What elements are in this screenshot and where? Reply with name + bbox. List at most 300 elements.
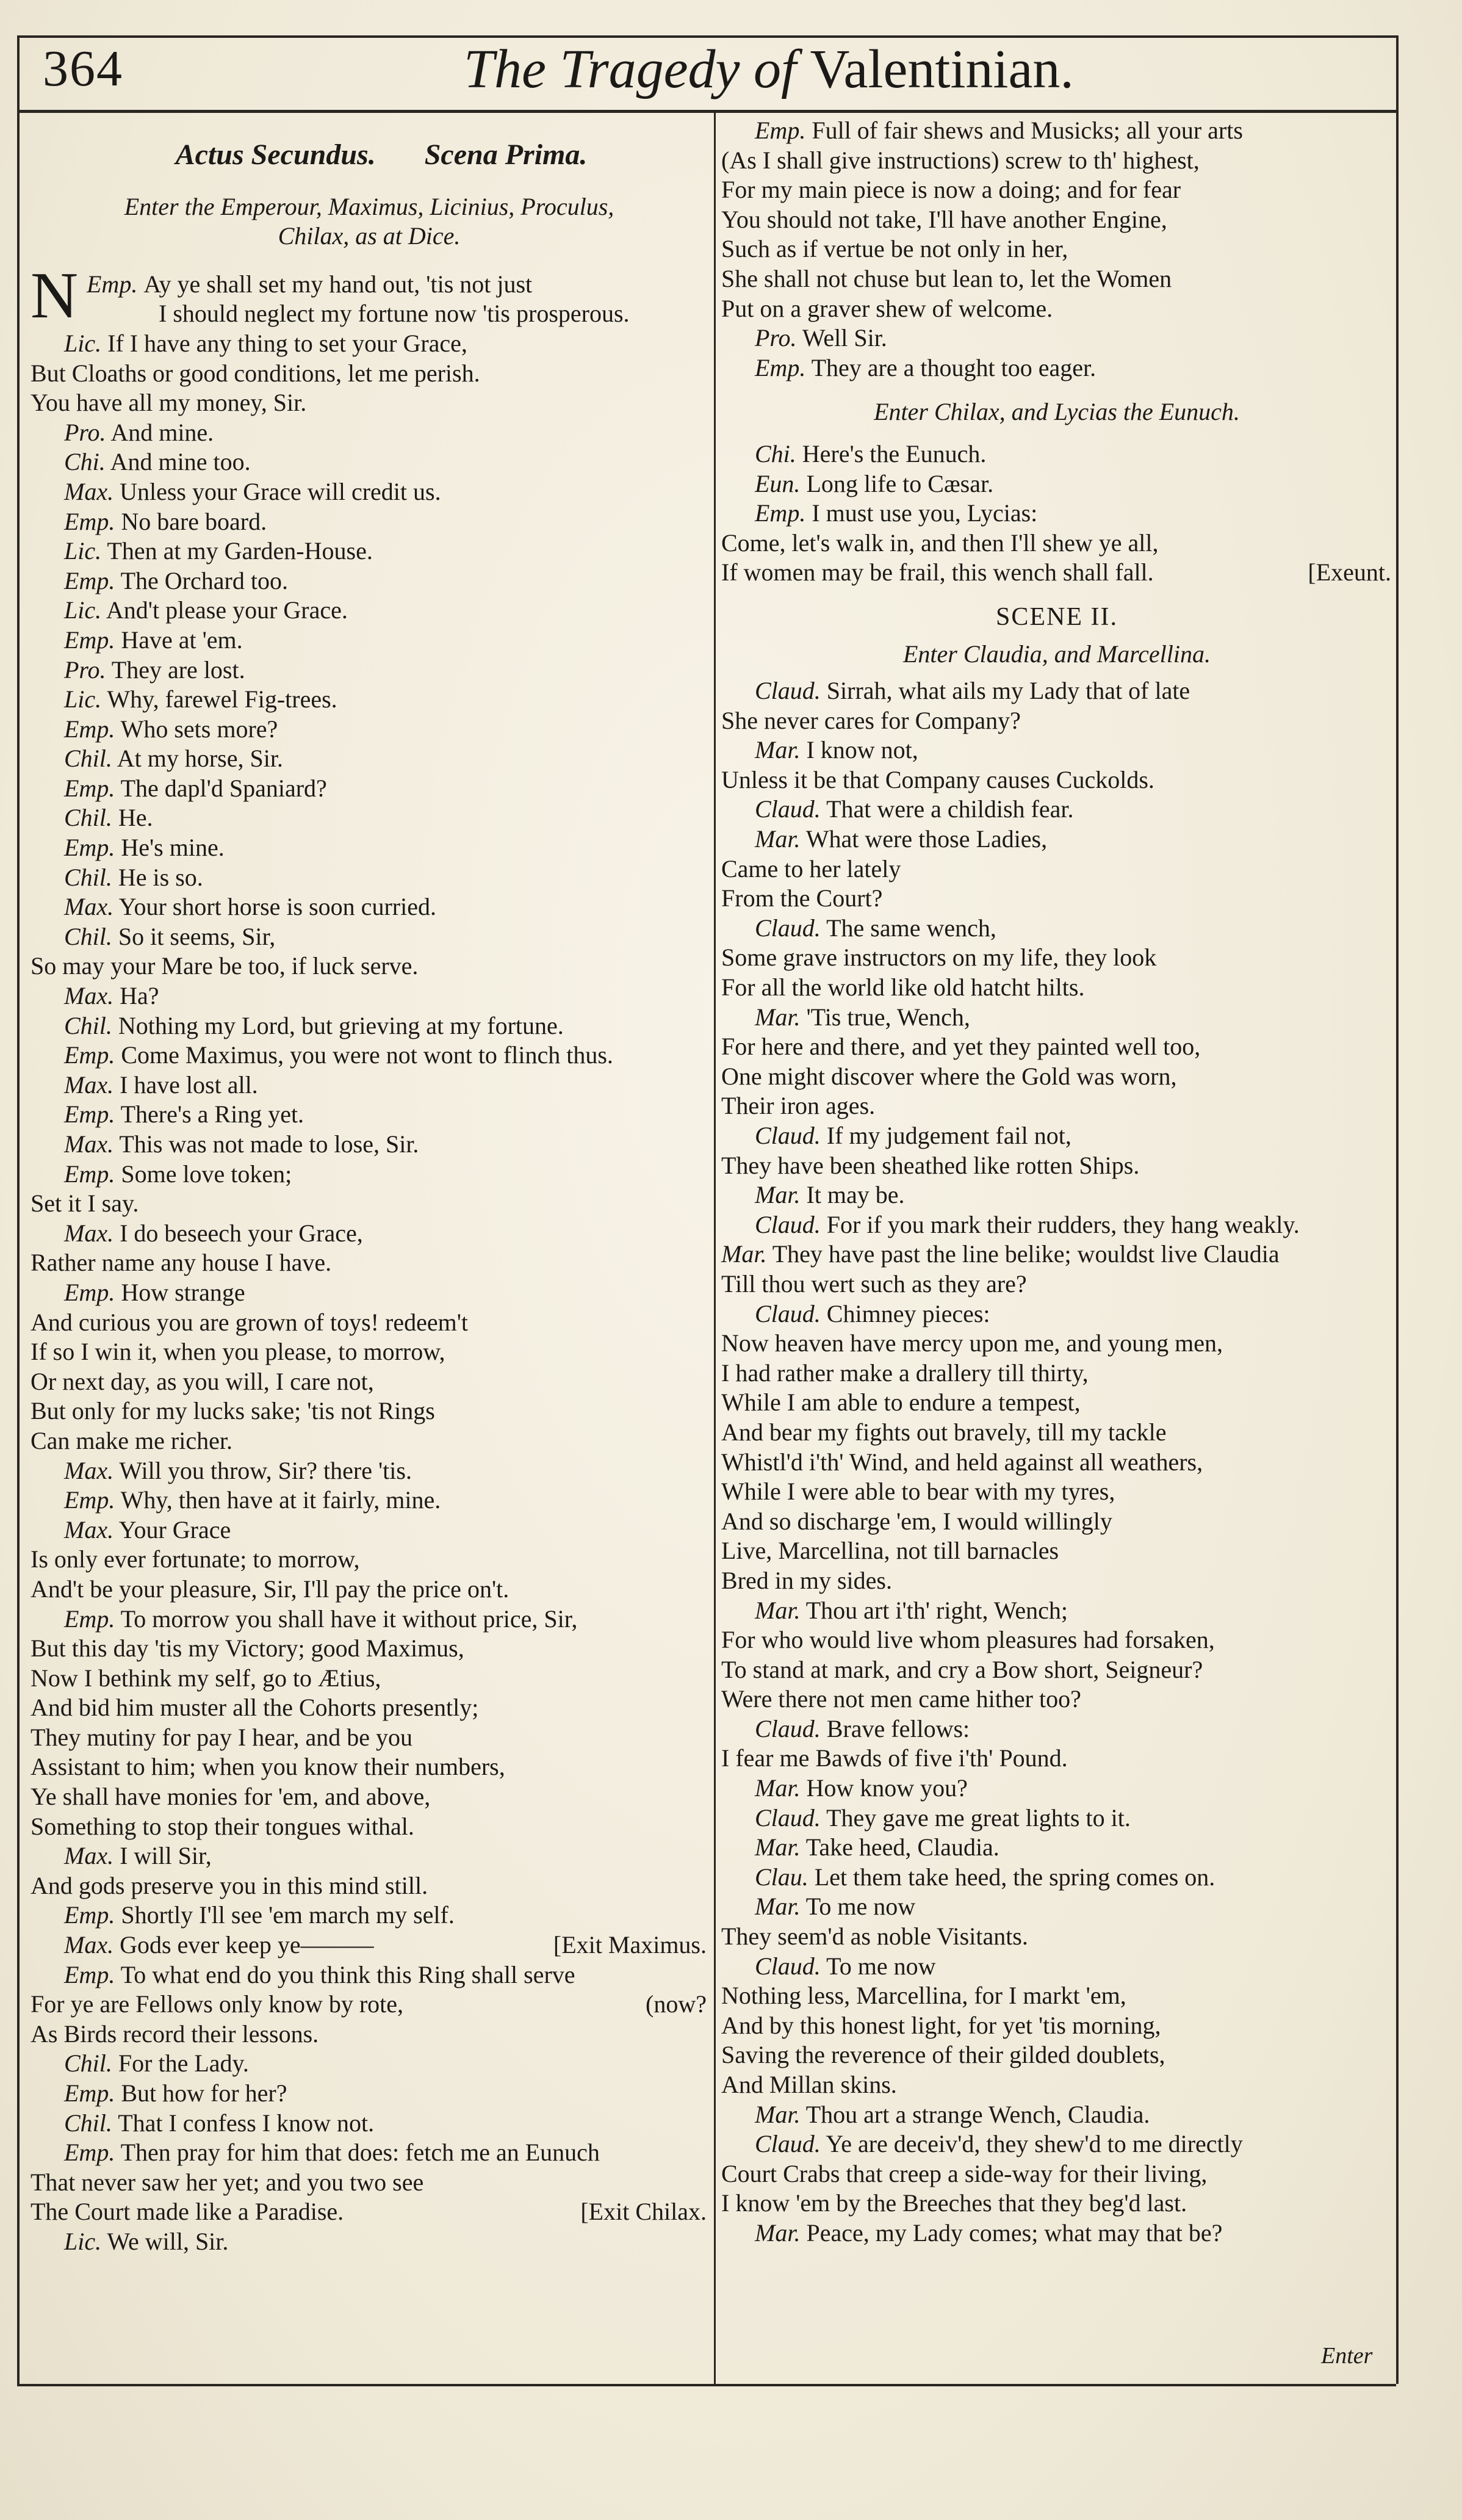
speaker-name: Lic. [64,685,102,713]
line-text: Full of fair shews and Musicks; all your arts [812,117,1243,144]
speech-line [721,765,1392,795]
speech-line [721,499,1392,529]
speech-line [31,418,708,448]
speaker-name: Mar. [755,1833,801,1861]
speech-line [721,146,1392,176]
line-text: Let them take heed, the spring comes on. [814,1863,1215,1891]
speech-line [721,2159,1392,2189]
line-text: The Court made like a Paradise. [31,2198,344,2226]
speech-line [31,833,708,863]
drop-cap: N [31,259,78,332]
speaker-name: Emp. [755,117,806,144]
speech-line [721,1952,1392,1982]
speech-line [31,1782,708,1812]
line-text: I fear me Bawds of five i'th' Pound. [721,1744,1068,1772]
speaker-name: Claud. [755,2130,821,2158]
line-text: Peace, my Lady comes; what may that be? [806,2219,1223,2247]
speaker-name: Emp. [87,270,138,298]
speaker-name: Max. [64,1842,114,1870]
right-speech-lines-a [721,116,1392,383]
line-text: Sirrah, what ails my Lady that of late [826,677,1190,705]
line-text: No bare board. [121,507,267,535]
speaker-name: Emp. [755,353,806,381]
line-text: Such as if vertue be not only in her, [721,235,1068,263]
speech-line [31,744,708,774]
speech-line [721,1833,1392,1863]
speech-line [31,1219,708,1249]
speaker-name: Emp. [64,1605,115,1633]
running-title-prefix: The Tragedy of [464,39,797,99]
line-text: I know not, [806,736,918,764]
speech-line [721,1121,1392,1151]
speaker-name: Mar. [755,736,801,764]
speech-line [721,1507,1392,1537]
line-text: And't please your Grace. [106,596,348,624]
speaker-name: Mar. [755,1181,801,1209]
line-text: Or next day, as you will, I care not, [31,1367,374,1395]
speech-line [31,1545,708,1575]
speaker-name: Emp. [64,566,115,594]
line-text: She never cares for Company? [721,706,1021,734]
line-text: To me now [805,1893,916,1921]
speech-line [31,2197,708,2227]
line-text: So may your Mare be too, if luck serve. [31,952,419,980]
speaker-name: Mar. [755,1893,801,1921]
line-text: Their iron ages. [721,1092,876,1120]
left-speech-lines [31,329,708,2257]
speech-line [31,1990,708,2020]
line-text: They gave me great lights to it. [826,1803,1131,1832]
speech-line [31,1130,708,1160]
speech-line [721,1299,1392,1329]
line-text: She shall not chuse but lean to, let the Women [721,264,1172,292]
speech-line [721,914,1392,944]
line-text: And bid him muster all the Cohorts presently; [31,1694,479,1722]
speech-line [721,1863,1392,1893]
line-text: They seem'd as noble Visitants. [721,1922,1028,1951]
speech-line [31,2109,708,2139]
line-text: That never saw her yet; and you two see [31,2168,424,2196]
line-text: The dapl'd Spaniard? [120,774,327,802]
speech-line [721,234,1392,264]
speech-line [721,1803,1392,1833]
line-text: (As I shall give instructions) screw to th' highest, [721,146,1200,174]
line-text: Unless your Grace will credit us. [120,477,441,505]
speech-line [721,1032,1392,1062]
speech-line [721,1714,1392,1744]
speaker-name: Mar. [755,1596,801,1624]
speech-line [721,116,1392,146]
speech-line [721,558,1392,588]
speech-line [31,626,708,655]
speech-line [31,1664,708,1694]
speaker-name: Claud. [755,914,821,942]
speech-line [721,2011,1392,2041]
speech-line [721,795,1392,825]
speaker-name: Emp. [64,1160,115,1188]
speech-line [31,863,708,893]
line-text: And mine. [110,418,214,446]
speech-line [31,1841,708,1871]
line-text: So it seems, Sir, [118,922,276,950]
line-text: They are lost. [111,655,245,684]
speech-line [721,2040,1392,2070]
line-text: Who sets more? [120,715,278,743]
speech-line [721,469,1392,499]
line-text: They have been sheathed like rotten Ships. [721,1151,1140,1179]
speaker-name: Mar. [755,2219,801,2247]
line-text: He is so. [118,863,203,891]
line-text: Ye are deceiv'd, they shew'd to me directly [826,2130,1243,2158]
speaker-name: Pro. [64,655,106,684]
speaker-name: Max. [64,893,114,921]
speech-line [31,1367,708,1397]
line-text: And by this honest light, for yet 'tis morning, [721,2011,1161,2039]
line-text: That were a childish fear. [826,795,1074,823]
speech-line [721,2100,1392,2130]
line-text: Put on a graver shew of welcome. [721,294,1053,322]
line-text: If my judgement fail not, [826,1122,1071,1149]
speech-line [31,1041,708,1070]
speech-line [31,1723,708,1753]
line-text: And Millan skins. [721,2071,897,2098]
speech-line [721,529,1392,558]
speaker-name: Claud. [755,1122,821,1149]
speaker-name: Emp. [64,715,115,743]
speaker-name: Emp. [64,834,115,862]
speaker-name: Emp. [64,2139,115,2167]
speech-line [721,1269,1392,1299]
line-text: Thou art i'th' right, Wench; [805,1596,1068,1624]
speech-line [721,294,1392,324]
speech-line [721,854,1392,884]
line-text: Then pray for him that does: fetch me an Eunuch [120,2139,600,2167]
line-text: You should not take, I'll have another Engine, [721,205,1167,233]
line-text: And curious you are grown of toys! redeem't [31,1308,469,1336]
line-text: Why, then have at it fairly, mine. [120,1486,441,1514]
line-text: There's a Ring yet. [120,1100,304,1128]
speaker-name: Emp. [64,1278,115,1306]
right-aligned-note: [Exit Chilax. [580,2198,707,2226]
line-text: You have all my money, Sir. [31,389,307,417]
line-text: Then at my Garden-House. [107,537,373,565]
line-text: Nothing less, Marcellina, for I markt 'em, [721,1982,1126,2010]
line-text: Come, let's walk in, and then I'll shew ye all, [721,529,1159,557]
header-rule [17,110,1396,113]
act-heading [31,140,708,170]
speaker-name: Lic. [64,596,102,624]
line-text: Something to stop their tongues withal. [31,1812,414,1840]
line-text: Set it I say. [31,1190,139,1218]
speaker-name: Emp. [64,774,115,802]
speaker-name: Emp. [64,1486,115,1514]
speaker-name: Eun. [755,469,801,497]
line-text: And mine too. [110,448,251,476]
speech-line [721,1003,1392,1033]
line-text: If so I win it, when you please, to morrow, [31,1338,445,1366]
line-text: I must use you, Lycias: [812,499,1038,527]
line-text: For my main piece is now a doing; and for fear [721,176,1181,204]
line-text: Now I bethink my self, go to Ætius, [31,1664,381,1692]
line-text: But this day 'tis my Victory; good Maximus, [31,1634,464,1663]
line-text: And so discharge 'em, I would willingly [721,1507,1112,1535]
speech-line [31,1011,708,1041]
line-text: Unless it be that Company causes Cuckolds. [721,765,1154,793]
running-title [464,38,1074,101]
line-text: But only for my lucks sake; 'tis not Rings [31,1397,435,1425]
line-text: That I confess I know not. [118,2109,375,2137]
speaker-name: Max. [64,1515,114,1543]
line-text: Take heed, Claudia. [805,1833,999,1861]
speaker-name: Emp. [64,1041,115,1069]
speaker-name: Chi. [64,448,106,476]
scene-title: Scena Prima. [424,139,588,171]
speaker-name: Max. [64,477,114,505]
speech-line [31,1693,708,1723]
speech-line [31,1278,708,1308]
speech-line [31,1456,708,1486]
speaker-name: Max. [64,1456,114,1484]
speech-line [721,1091,1392,1121]
speech-line [31,2020,708,2049]
line-text: If I have any thing to set your Grace, [107,329,467,357]
speech-line [721,825,1392,854]
line-text: Came to her lately [721,854,901,883]
line-text: I should neglect my fortune now 'tis prosperous. [159,300,630,328]
speech-line [721,1240,1392,1269]
line-text: For ye are Fellows only know by rote, [31,1990,404,2018]
speaker-name: Claud. [755,1803,821,1832]
speech-line [31,1515,708,1545]
line-text: He's mine. [121,834,225,862]
speaker-name: Chil. [64,922,112,950]
speech-line [721,943,1392,973]
speech-line [31,299,708,329]
speech-line [31,507,708,537]
line-text: Saving the reverence of their gilded doublets, [721,2041,1165,2069]
line-text: At my horse, Sir. [117,745,283,773]
line-text: Come Maximus, you were not wont to flinch thus. [121,1041,613,1069]
line-text: Were there not men came hither too? [721,1685,1081,1713]
speech-line [721,1566,1392,1596]
line-text: Shortly I'll see 'em march my self. [121,1901,455,1929]
line-text: Till thou wert such as they are? [721,1269,1027,1298]
speaker-name: Lic. [64,2227,102,2255]
line-text: Why, farewel Fig-trees. [107,685,337,713]
right-column [721,116,1392,2248]
speaker-name: Claud. [755,1299,821,1327]
line-text: It may be. [806,1181,905,1209]
speaker-name: Mar. [755,825,801,853]
speech-line [31,1189,708,1219]
speech-line [721,1596,1392,1626]
speech-line [721,353,1392,383]
speech-line [31,922,708,952]
line-text: This was not made to lose, Sir. [119,1130,419,1158]
scene-title: SCENE II. [996,602,1118,631]
speech-line [31,1070,708,1100]
speech-line [721,884,1392,914]
speech-line [721,1418,1392,1448]
line-text: But how for her? [121,2079,287,2107]
stage-direction: Enter Claudia, and Marcellina. [902,640,1211,668]
speech-line [31,803,708,833]
line-text: Some grave instructors on my life, they look [721,944,1157,972]
speech-line [721,1684,1392,1714]
line-text: Here's the Eunuch. [802,439,987,468]
line-text: Your Grace [118,1515,231,1543]
page-number: 364 [43,40,123,97]
speaker-name: Max. [64,1931,114,1959]
line-text: Ay ye shall set my hand out, 'tis not just [143,270,533,298]
line-text: Rather name any house I have. [31,1249,332,1277]
speech-line [31,477,708,507]
right-aligned-note: [Exeunt. [1308,558,1391,587]
speech-line [31,2227,708,2257]
speech-line [31,981,708,1011]
line-text: Your short horse is soon curried. [118,893,436,921]
line-text: How know you? [806,1774,968,1802]
speech-line [721,2189,1392,2219]
speech-line [721,1892,1392,1922]
speech-line [721,205,1392,235]
line-text: Is only ever fortunate; to morrow, [31,1545,360,1573]
line-text: From the Court? [721,884,883,912]
speech-line [721,264,1392,294]
speech-line [31,2168,708,2198]
speech-line [31,388,708,418]
speech-line [721,1981,1392,2011]
speaker-name: Chil. [64,2109,112,2137]
speaker-name: Mar. [755,2100,801,2128]
speaker-name: Max. [64,1070,114,1099]
line-text: Court Crabs that creep a side-way for their living, [721,2159,1208,2187]
speech-line [31,1337,708,1367]
speaker-name: Pro. [64,418,106,446]
line-text: They are a thought too eager. [811,353,1096,381]
line-text: The Orchard too. [120,566,288,594]
speech-line [721,439,1392,469]
line-text: Some love token; [121,1160,292,1188]
line-text: The same wench, [826,914,996,942]
speech-line [721,1329,1392,1359]
speech-line [31,1160,708,1190]
speech-line [721,1774,1392,1803]
speech-line [721,1388,1392,1418]
line-text: For the Lady. [118,2049,249,2078]
right-speech-lines-b [721,439,1392,588]
left-column [31,116,708,2257]
line-text: For all the world like old hatcht hilts. [721,973,1085,1002]
line-text: Long life to Cæsar. [806,469,994,497]
speech-line [721,973,1392,1003]
speaker-name: Chil. [64,745,112,773]
line-text: And't be your pleasure, Sir, I'll pay the price on't. [31,1575,510,1603]
right-speech-lines-c [721,676,1392,2248]
line-text: To me now [826,1952,936,1980]
speaker-name: Chil. [64,1011,112,1039]
speaker-name: Emp. [64,1960,115,1988]
speech-line [31,1634,708,1664]
speech-line [721,1922,1392,1952]
line-text: But Cloaths or good conditions, let me perish. [31,359,480,387]
line-text: They have past the line belike; wouldst live Claudia [772,1240,1280,1268]
line-text: They mutiny for pay I hear, and be you [31,1723,412,1751]
speaker-name: Claud. [755,1210,821,1238]
speaker-name: Lic. [64,329,102,357]
speaker-name: Chi. [755,439,796,468]
speaker-name: Chil. [64,863,112,891]
speech-line [31,1812,708,1842]
line-text: Ye shall have monies for 'em, and above, [31,1783,431,1811]
line-text: Now heaven have mercy upon me, and young men, [721,1329,1223,1357]
line-text: Gods ever keep ye——— [120,1931,374,1959]
line-text: Live, Marcellina, not till barnacles [721,1537,1059,1565]
speech-line [31,1575,708,1605]
speaker-name: Emp. [64,2079,115,2107]
line-text: As Birds record their lessons. [31,2020,319,2048]
speech-line [31,447,708,477]
line-text: Assistant to him; when you know their numbers, [31,1753,505,1781]
speaker-name: Max. [64,982,114,1010]
speech-line [721,1448,1392,1478]
speech-line [31,536,708,566]
speech-line [721,1359,1392,1388]
catchword: Enter [1321,2343,1373,2369]
speech-line [721,1536,1392,1566]
speech-line [721,1151,1392,1181]
speaker-name: Mar. [755,1003,801,1031]
line-text: While I were able to bear with my tyres, [721,1478,1115,1506]
speech-line [31,1100,708,1130]
line-text: I had rather make a drallery till thirty, [721,1359,1089,1387]
speech-line [31,1486,708,1515]
line-text: I do beseech your Grace, [120,1219,363,1247]
speech-line [31,951,708,981]
speech-line [721,676,1392,706]
line-text: How strange [121,1278,245,1306]
line-text: Will you throw, Sir? there 'tis. [119,1456,412,1484]
speech-line [31,1752,708,1782]
line-text: To stand at mark, and cry a Bow short, Seigneur? [721,1655,1203,1683]
line-text: For who would live whom pleasures had forsaken, [721,1626,1215,1654]
speech-line [31,359,708,389]
line-text: 'Tis true, Wench, [806,1003,970,1031]
stage-direction: Chilax, as at Dice. [278,222,461,250]
speaker-name: Clau. [755,1863,808,1891]
speech-line [721,1744,1392,1774]
speech-line [31,2079,708,2109]
speaker-name: Chil. [64,2049,112,2078]
speaker-name: Pro. [755,324,797,352]
column-divider [714,110,716,2384]
speech-line [31,1901,708,1930]
speech-line [31,715,708,745]
line-text: To morrow you shall have it without price, Sir, [120,1605,578,1633]
frame-bottom-rule [17,2384,1396,2386]
line-text: If women may be frail, this wench shall fall. [721,558,1154,587]
speaker-name: Max. [64,1219,114,1247]
line-text: Bred in my sides. [721,1566,892,1594]
line-text: He. [118,804,153,832]
line-text: While I am able to endure a tempest, [721,1388,1081,1417]
frame-left-rule [17,35,20,2384]
line-text: I know 'em by the Breeches that they beg'd last. [721,2189,1187,2217]
speech-line [31,655,708,685]
line-text: For here and there, and yet they painted well too, [721,1033,1201,1061]
speech-line [31,1960,708,1990]
speech-line [31,1396,708,1426]
